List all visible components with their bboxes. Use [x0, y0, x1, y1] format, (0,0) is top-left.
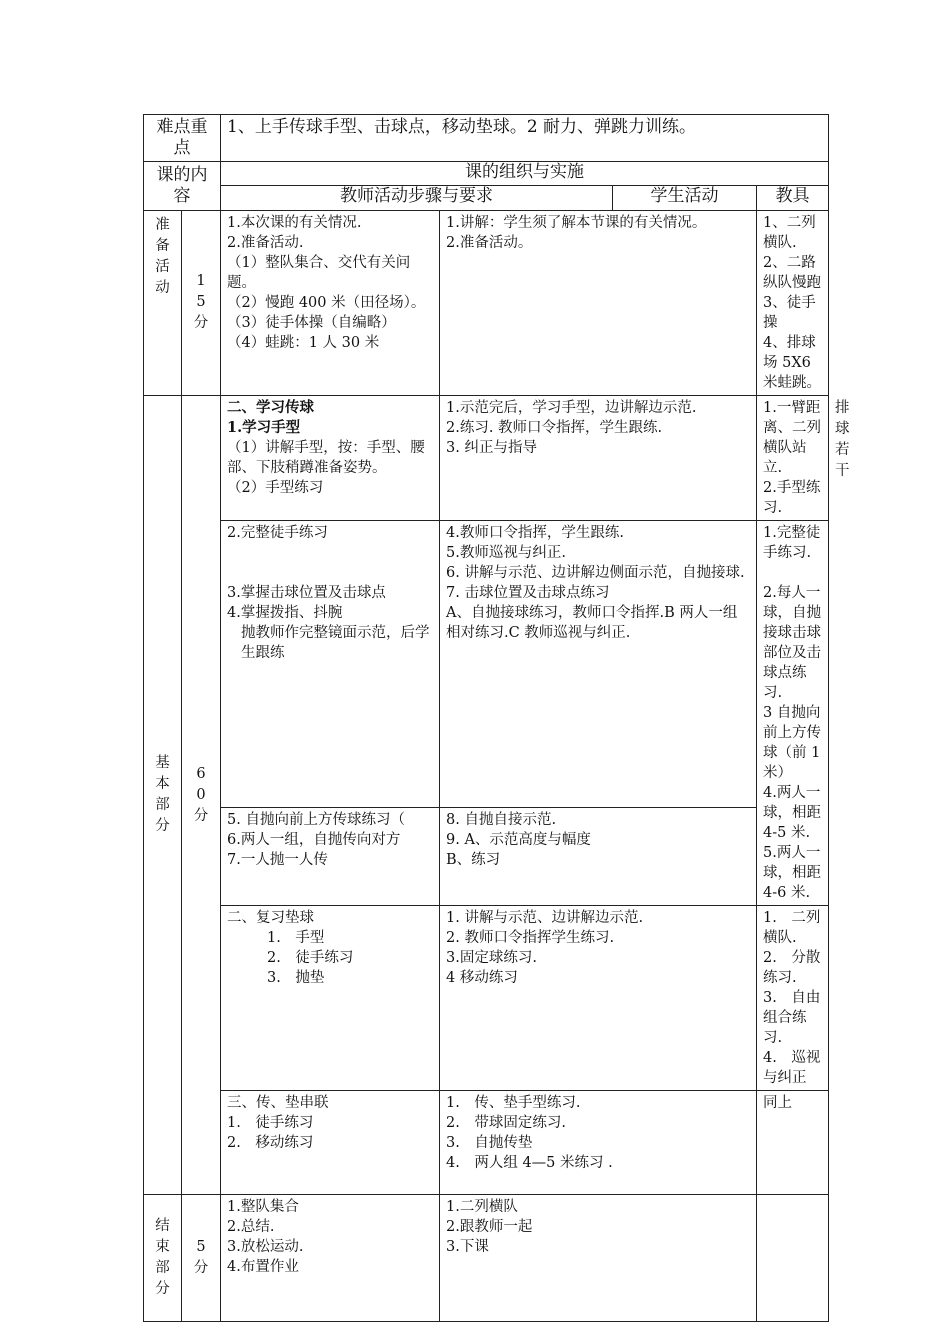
basic-row-5: [144, 1091, 829, 1195]
difficulty-text: 1、上手传球手型、击球点，移动垫球。2 耐力、弹跳力训练。: [221, 115, 829, 162]
equipment-col-header: 教具: [757, 186, 829, 211]
difficulty-label: 难点重点: [144, 115, 221, 162]
basic-r2-content: 2.完整徒手练习 3.掌握击球位置及击球点 4.掌握拨指、抖腕 抛教师作完整镜面示范，后学生跟练: [221, 521, 440, 808]
basic-r1-student: 1.一臂距离、二列横队站立. 2.手型练习.: [757, 396, 829, 521]
end-teacher: 1.二列横队 2.跟教师一起 3.下课: [440, 1195, 757, 1322]
basic-row-2: [144, 521, 829, 808]
basic-r4-student: 1. 二列横队. 2. 分散练习. 3. 自由组合练习. 4. 巡视与纠正: [757, 906, 829, 1091]
basic-r1-teacher: 1.示范完后，学习手型，边讲解边示范. 2.练习. 教师口令指挥，学生跟练. 3. 纠正与指导: [440, 396, 757, 521]
end-student: [757, 1195, 829, 1322]
basic-row-3: [144, 807, 829, 905]
prep-label: 准备活动: [144, 211, 182, 396]
end-time: 5 分: [182, 1195, 221, 1322]
basic-r3-teacher: 8. 自抛自接示范. 9. A、示范高度与幅度 B、练习: [440, 807, 757, 905]
basic-label: 基本部分: [144, 396, 182, 1195]
basic-r2-teacher: 4.教师口令指挥，学生跟练. 5.教师巡视与纠正. 6. 讲解与示范、边讲解边侧面示范，自抛接球. 7. 击球位置及击球点练习 A、自抛接球练习，教师口令指挥.B 两人一组相对练习.C 教师巡视与纠正.: [440, 521, 757, 808]
basic-r5-student: 同上: [757, 1091, 829, 1195]
basic-r2-student: 1.完整徒手练习. 2.每人一球，自抛接球击球部位及击球点练习. 3 自抛向前上方传球（前 1 米） 4.两人一球，相距 4-5 米. 5.两人一球，相距 4-6 米.: [757, 521, 829, 906]
teacher-col-header: 教师活动步骤与要求: [221, 186, 613, 211]
prep-teacher: 1.讲解：学生须了解本节课的有关情况。 2.准备活动。: [440, 211, 757, 396]
basic-r4-content: 二、复习垫球 1. 手型 2. 徒手练习 3. 抛垫: [221, 906, 440, 1091]
basic-r5-teacher: 1. 传、垫手型练习. 2. 带球固定练习. 3. 自抛传垫 4. 两人组 4—5 米练习 .: [440, 1091, 757, 1195]
prep-time: 15 分: [182, 211, 221, 396]
end-row: [144, 1195, 829, 1322]
end-content: 1.整队集合 2.总结. 3.放松运动. 4.布置作业: [221, 1195, 440, 1322]
org-title: 课的组织与实施: [221, 162, 829, 186]
lesson-plan-table: [143, 114, 850, 1322]
prep-student: 1、二列横队. 2、二路纵队慢跑 3、徒手操 4、排球场 5X6 米蛙跳。: [757, 211, 829, 396]
difficulty-row: [144, 115, 829, 162]
basic-time: 60 分: [182, 396, 221, 1195]
basic-row-4: [144, 906, 829, 1091]
basic-r3-content: 5. 自抛向前上方传球练习（ 6.两人一组，自抛传向对方 7.一人抛一人传: [221, 807, 440, 905]
content-label: 课的内容: [144, 162, 221, 211]
student-col-header: 学生活动: [613, 186, 757, 211]
basic-row-1: 基本部分 60 分 二、学习传球 1.学习手型 （1）讲解手型，按：手型、腰部、下肢稍蹲准备姿势。 （2）手型练习 1.示范完后，学习手型，边讲解边示范. 2.练习. 教师口令指挥，学生跟练. 3. 纠正与指导 1.一臂距离、二列横队站立. 2.手型练习. 排球若干: [144, 396, 829, 521]
end-label: 结束部分: [144, 1195, 182, 1322]
prep-content: 1.本次课的有关情况. 2.准备活动. （1）整队集合、交代有关问题。 （2）慢跑 400 米（田径场）。 （3）徒手体操（自编略） （4）蛙跳：1 人 30 米: [221, 211, 440, 396]
basic-r5-content: 三、传、垫串联 1. 徒手练习 2. 移动练习: [221, 1091, 440, 1195]
basic-r1-content: 二、学习传球 1.学习手型 （1）讲解手型，按：手型、腰部、下肢稍蹲准备姿势。 （2）手型练习: [221, 396, 440, 521]
prep-row: [144, 211, 829, 396]
header-row-1: [144, 162, 829, 186]
header-row-2: [144, 186, 829, 211]
basic-r4-teacher: 1. 讲解与示范、边讲解边示范. 2. 教师口令指挥学生练习. 3.固定球练习. 4 移动练习: [440, 906, 757, 1091]
